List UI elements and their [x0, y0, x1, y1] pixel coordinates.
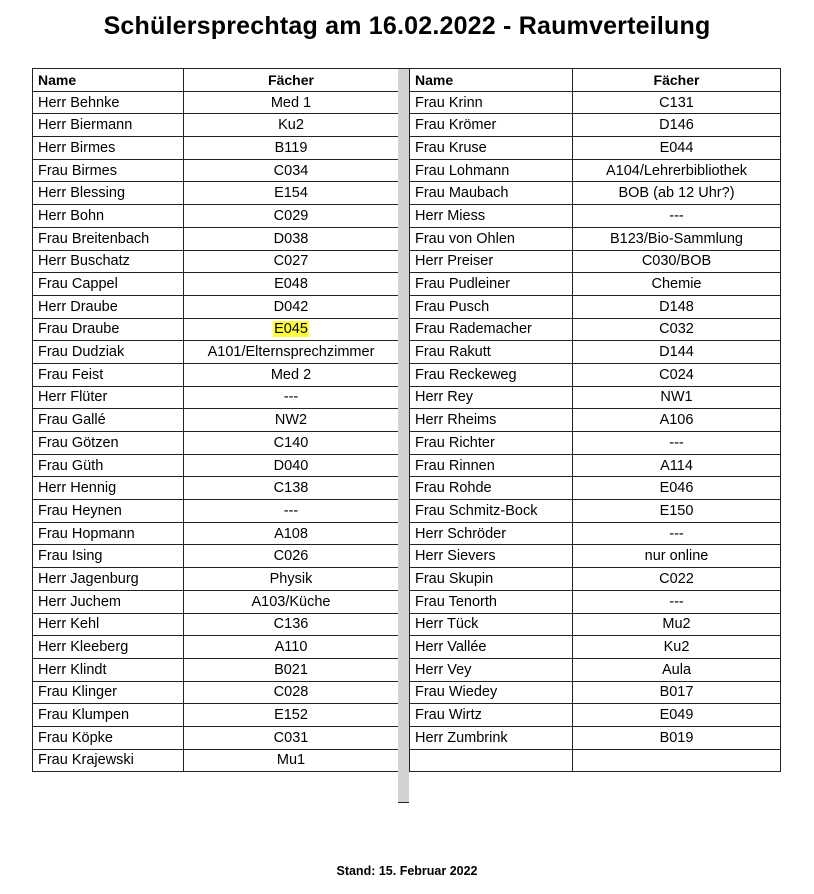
- room-cell: C034: [184, 159, 399, 182]
- table-row: [33, 182, 399, 205]
- teacher-name-cell: Herr Sievers: [410, 545, 573, 568]
- table-row: [33, 114, 399, 137]
- room-cell: A101/Elternsprechzimmer: [184, 341, 399, 364]
- teacher-name-cell: Frau Klumpen: [33, 704, 184, 727]
- table-row: [33, 159, 399, 182]
- teacher-name-cell: Frau Wirtz: [410, 704, 573, 727]
- teacher-name-cell: Herr Flüter: [33, 386, 184, 409]
- column-header-name: Name: [410, 69, 573, 92]
- teacher-name-cell: Frau Rinnen: [410, 454, 573, 477]
- table-row: [33, 432, 399, 455]
- column-header-subject: Fächer: [184, 69, 399, 92]
- table-row: [410, 681, 781, 704]
- room-cell: Mu2: [573, 613, 781, 636]
- room-cell: [184, 318, 399, 341]
- room-cell: Mu1: [184, 749, 399, 772]
- table-header-row: [33, 69, 399, 92]
- table-row: [410, 454, 781, 477]
- room-cell: A108: [184, 522, 399, 545]
- table-row: [410, 568, 781, 591]
- table-row: [33, 545, 399, 568]
- table-row: [33, 522, 399, 545]
- room-cell: Aula: [573, 658, 781, 681]
- table-row: [410, 432, 781, 455]
- room-cell: D038: [184, 227, 399, 250]
- room-cell: E048: [184, 273, 399, 296]
- teacher-name-cell: Frau Reckeweg: [410, 363, 573, 386]
- room-cell: B017: [573, 681, 781, 704]
- room-cell: D146: [573, 114, 781, 137]
- room-cell: B119: [184, 137, 399, 160]
- teacher-name-cell: Frau Feist: [33, 363, 184, 386]
- table-row: [410, 386, 781, 409]
- teacher-name-cell: Frau Gallé: [33, 409, 184, 432]
- room-cell: A106: [573, 409, 781, 432]
- teacher-name-cell: Herr Miess: [410, 205, 573, 228]
- table-row: [33, 681, 399, 704]
- page-title: Schülersprechtag am 16.02.2022 - Raumverteilung: [103, 12, 711, 40]
- room-cell: C138: [184, 477, 399, 500]
- teacher-name-cell: Frau Rohde: [410, 477, 573, 500]
- teacher-name-cell: Herr Rey: [410, 386, 573, 409]
- table-row: [410, 182, 781, 205]
- table-row: [33, 636, 399, 659]
- column-header-subject: Fächer: [573, 69, 781, 92]
- room-cell: BOB (ab 12 Uhr?): [573, 182, 781, 205]
- teacher-name-cell: Frau Köpke: [33, 726, 184, 749]
- teacher-name-cell: Herr Vallée: [410, 636, 573, 659]
- table-row: [33, 295, 399, 318]
- teacher-name-cell: Herr Jagenburg: [33, 568, 184, 591]
- room-cell: Chemie: [573, 273, 781, 296]
- room-cell: A110: [184, 636, 399, 659]
- teacher-name-cell: Herr Hennig: [33, 477, 184, 500]
- table-row: [410, 159, 781, 182]
- teacher-name-cell: Frau Pusch: [410, 295, 573, 318]
- room-cell: E152: [184, 704, 399, 727]
- teacher-name-cell: [410, 749, 573, 772]
- table-row: [410, 91, 781, 114]
- room-cell: A104/Lehrerbibliothek: [573, 159, 781, 182]
- footer-date: Stand: 15. Februar 2022: [336, 864, 478, 878]
- table-row: [33, 749, 399, 772]
- room-cell: D040: [184, 454, 399, 477]
- table-row: [33, 613, 399, 636]
- room-cell: C136: [184, 613, 399, 636]
- room-cell: E049: [573, 704, 781, 727]
- teacher-name-cell: Frau Dudziak: [33, 341, 184, 364]
- room-cell: D042: [184, 295, 399, 318]
- teacher-name-cell: Frau Pudleiner: [410, 273, 573, 296]
- room-cell: B021: [184, 658, 399, 681]
- table-row: [410, 500, 781, 523]
- teacher-name-cell: Herr Schröder: [410, 522, 573, 545]
- teacher-name-cell: Frau Rademacher: [410, 318, 573, 341]
- room-cell: C027: [184, 250, 399, 273]
- table-row: [410, 704, 781, 727]
- teacher-name-cell: Frau Lohmann: [410, 159, 573, 182]
- teacher-name-cell: Herr Kehl: [33, 613, 184, 636]
- table-row: [410, 318, 781, 341]
- room-cell: ---: [573, 522, 781, 545]
- room-cell: [573, 749, 781, 772]
- table-row: [410, 522, 781, 545]
- teacher-name-cell: Herr Buschatz: [33, 250, 184, 273]
- room-cell: C029: [184, 205, 399, 228]
- room-cell: NW1: [573, 386, 781, 409]
- room-cell: C131: [573, 91, 781, 114]
- room-table-right: [409, 68, 781, 772]
- teacher-name-cell: Herr Bohn: [33, 205, 184, 228]
- table-row: [410, 477, 781, 500]
- table-row: [33, 454, 399, 477]
- room-cell: NW2: [184, 409, 399, 432]
- column-header-name: Name: [33, 69, 184, 92]
- table-row: [410, 250, 781, 273]
- teacher-name-cell: Herr Blessing: [33, 182, 184, 205]
- table-row: [33, 726, 399, 749]
- teacher-name-cell: Frau Götzen: [33, 432, 184, 455]
- teacher-name-cell: Herr Zumbrink: [410, 726, 573, 749]
- teacher-name-cell: Frau Kruse: [410, 137, 573, 160]
- table-row: [33, 91, 399, 114]
- table-row: [33, 363, 399, 386]
- room-cell: D144: [573, 341, 781, 364]
- room-cell: Med 2: [184, 363, 399, 386]
- table-row: [33, 500, 399, 523]
- teacher-name-cell: Frau Maubach: [410, 182, 573, 205]
- room-cell: ---: [573, 205, 781, 228]
- room-cell: B123/Bio-Sammlung: [573, 227, 781, 250]
- room-cell: Physik: [184, 568, 399, 591]
- table-row: [410, 545, 781, 568]
- teacher-name-cell: Frau Krömer: [410, 114, 573, 137]
- room-cell: C031: [184, 726, 399, 749]
- room-cell: ---: [184, 386, 399, 409]
- teacher-name-cell: Frau Krajewski: [33, 749, 184, 772]
- teacher-name-cell: Herr Preiser: [410, 250, 573, 273]
- room-cell: ---: [573, 590, 781, 613]
- teacher-name-cell: Herr Kleeberg: [33, 636, 184, 659]
- table-row: [33, 409, 399, 432]
- teacher-name-cell: Herr Vey: [410, 658, 573, 681]
- table-row: [33, 318, 399, 341]
- table-row: [410, 726, 781, 749]
- room-cell: nur online: [573, 545, 781, 568]
- table-row: [410, 295, 781, 318]
- teacher-name-cell: Frau Güth: [33, 454, 184, 477]
- teacher-name-cell: Frau Wiedey: [410, 681, 573, 704]
- teacher-name-cell: Frau Ising: [33, 545, 184, 568]
- table-row: [410, 114, 781, 137]
- room-cell: E150: [573, 500, 781, 523]
- teacher-name-cell: Frau von Ohlen: [410, 227, 573, 250]
- room-cell: C024: [573, 363, 781, 386]
- teacher-name-cell: Herr Juchem: [33, 590, 184, 613]
- room-cell: Ku2: [573, 636, 781, 659]
- table-row: [410, 590, 781, 613]
- room-cell: ---: [184, 500, 399, 523]
- table-row: [410, 341, 781, 364]
- teacher-name-cell: Herr Klindt: [33, 658, 184, 681]
- room-cell: B019: [573, 726, 781, 749]
- teacher-name-cell: Frau Cappel: [33, 273, 184, 296]
- teacher-name-cell: Frau Richter: [410, 432, 573, 455]
- room-cell: C030/BOB: [573, 250, 781, 273]
- teacher-name-cell: Herr Biermann: [33, 114, 184, 137]
- table-row: [33, 227, 399, 250]
- teacher-name-cell: Frau Rakutt: [410, 341, 573, 364]
- room-cell: C022: [573, 568, 781, 591]
- teacher-name-cell: Herr Birmes: [33, 137, 184, 160]
- room-cell: Med 1: [184, 91, 399, 114]
- highlighted-room: E045: [274, 321, 308, 338]
- room-cell: A114: [573, 454, 781, 477]
- table-row: [33, 137, 399, 160]
- teacher-name-cell: Frau Tenorth: [410, 590, 573, 613]
- table-row: [33, 205, 399, 228]
- column-divider: [398, 68, 409, 803]
- table-row: [33, 341, 399, 364]
- table-row: [410, 205, 781, 228]
- table-row: [33, 704, 399, 727]
- room-table-left: [32, 68, 399, 772]
- table-row: [33, 250, 399, 273]
- table-row: [33, 568, 399, 591]
- room-cell: E046: [573, 477, 781, 500]
- room-cell: C028: [184, 681, 399, 704]
- table-row: [410, 227, 781, 250]
- room-cell: D148: [573, 295, 781, 318]
- room-cell: C140: [184, 432, 399, 455]
- teacher-name-cell: Frau Draube: [33, 318, 184, 341]
- room-cell: E154: [184, 182, 399, 205]
- table-row: [33, 477, 399, 500]
- teacher-name-cell: Frau Skupin: [410, 568, 573, 591]
- table-row: [33, 590, 399, 613]
- table-row: [33, 658, 399, 681]
- room-cell: E044: [573, 137, 781, 160]
- room-cell: A103/Küche: [184, 590, 399, 613]
- room-cell: Ku2: [184, 114, 399, 137]
- room-cell: C026: [184, 545, 399, 568]
- room-cell: C032: [573, 318, 781, 341]
- table-row: [410, 613, 781, 636]
- table-row: [410, 363, 781, 386]
- table-row: [33, 386, 399, 409]
- table-row: [410, 137, 781, 160]
- teacher-name-cell: Herr Behnke: [33, 91, 184, 114]
- teacher-name-cell: Herr Draube: [33, 295, 184, 318]
- teacher-name-cell: Herr Rheims: [410, 409, 573, 432]
- table-row: [410, 749, 781, 772]
- room-cell: ---: [573, 432, 781, 455]
- teacher-name-cell: Frau Birmes: [33, 159, 184, 182]
- table-row: [33, 273, 399, 296]
- table-header-row: [410, 69, 781, 92]
- teacher-name-cell: Frau Breitenbach: [33, 227, 184, 250]
- teacher-name-cell: Frau Heynen: [33, 500, 184, 523]
- teacher-name-cell: Frau Hopmann: [33, 522, 184, 545]
- table-row: [410, 409, 781, 432]
- teacher-name-cell: Herr Tück: [410, 613, 573, 636]
- table-row: [410, 636, 781, 659]
- teacher-name-cell: Frau Schmitz-Bock: [410, 500, 573, 523]
- teacher-name-cell: Frau Krinn: [410, 91, 573, 114]
- table-row: [410, 273, 781, 296]
- teacher-name-cell: Frau Klinger: [33, 681, 184, 704]
- table-row: [410, 658, 781, 681]
